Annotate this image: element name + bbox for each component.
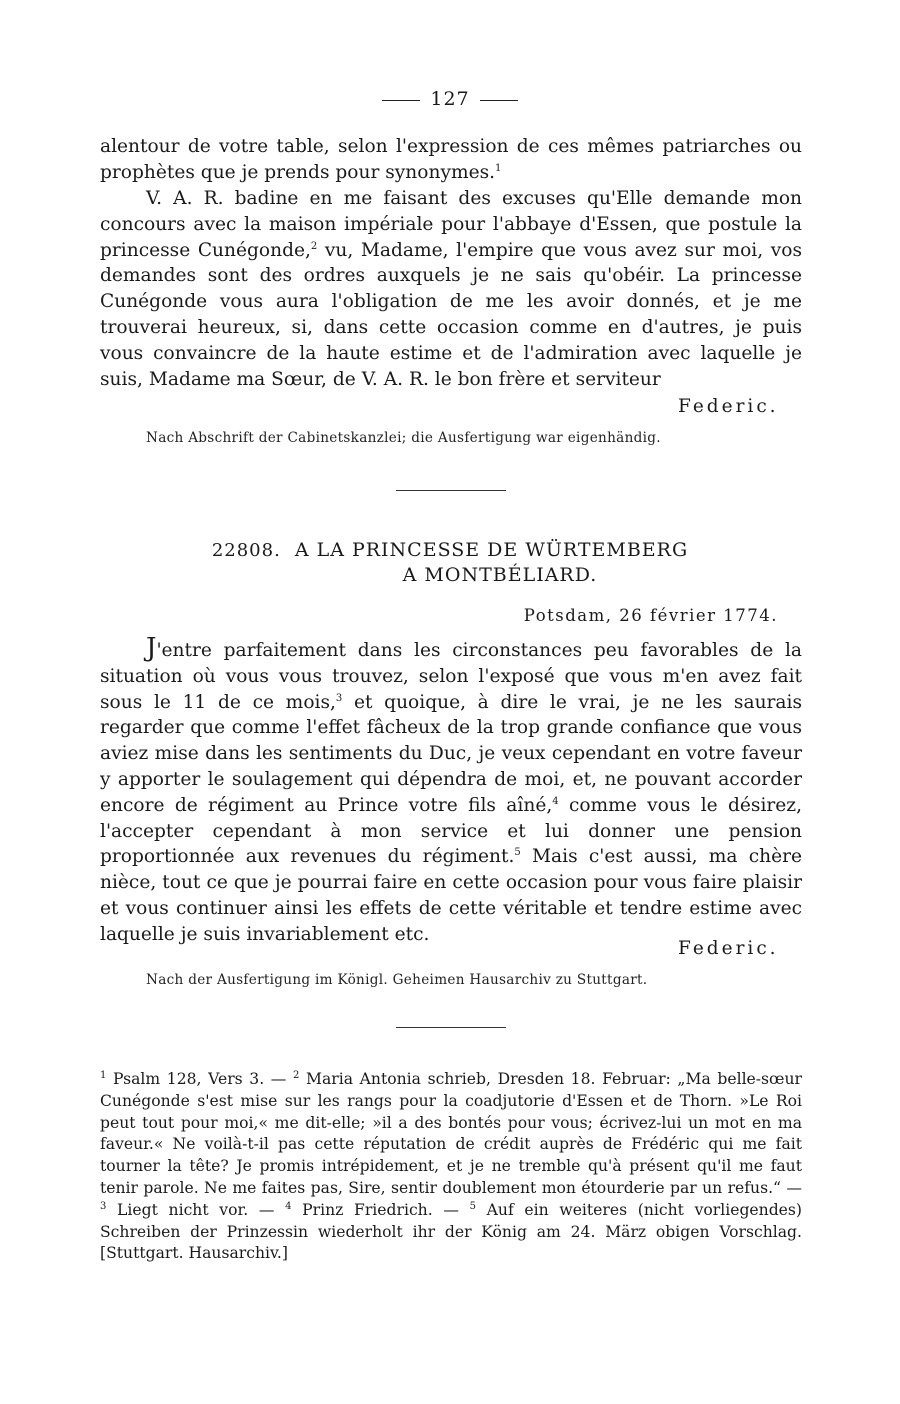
letter-number: 22808.	[211, 540, 281, 561]
letter-body-a: 'entre parfaitement dans les circonstances peu favorables de la situation où vous vous trouvez, selon l'exposé que vous m'en avez fait sous le 11 de ce mois,	[100, 640, 802, 713]
letter-dropcap: J	[146, 633, 157, 663]
footnote-ref-4: 4	[552, 795, 559, 807]
footnote-text-1: Psalm 128, Vers 3. —	[106, 1070, 294, 1088]
footnote-ref-5: 5	[514, 847, 521, 859]
letter-heading-line-1	[0, 538, 900, 563]
prev-letter-text-2b: vu, Madame, l'empire que vous avez sur moi, vos demandes sont des ordres auxquels je ne sais qu'obéir. La princesse Cunégonde vous aura l'obligation de me les avoir donnés, et je me trouverai heureux, si, dans cette occasion comme en d'autres, je puis vous convaincre de la haute estime et de l'admiration avec laquelle je suis, Madame ma Sœur, de V. A. R. le bon frère et serviteur	[100, 239, 802, 390]
footnote-num-4: 4	[285, 1200, 292, 1212]
letter-title-line-1: A LA PRINCESSE DE WÜRTEMBERG	[294, 539, 689, 561]
page-header	[0, 88, 900, 110]
letter-body	[100, 633, 803, 948]
footnote-text-5: Auf ein weiteres (nicht vorliegendes) Schreiben der Prinzessin wiederholt ihr der König am 24. März obigen Vorschlag. [Stuttgart. Hausarchiv.]	[100, 1200, 802, 1263]
footnote-ref-2: 2	[310, 240, 318, 252]
footnote-num-2: 2	[293, 1069, 300, 1081]
footnote-text-3: Liegt nicht vor. —	[106, 1200, 286, 1219]
header-dash-left	[382, 100, 420, 101]
footnote-num-5: 5	[469, 1200, 476, 1212]
footnote-ref-3: 3	[335, 692, 343, 704]
page-number: 127	[430, 88, 470, 110]
letter-heading-line-2	[0, 563, 900, 588]
section-divider-1	[396, 490, 506, 491]
prev-letter-signature: Federic.	[678, 396, 779, 417]
footnote-text-4: Prinz Friedrich. —	[291, 1200, 470, 1219]
footnotes	[100, 1069, 802, 1265]
letter-dateline: Potsdam, 26 février 1774.	[523, 606, 778, 625]
footnote-num-1: 1	[100, 1069, 107, 1081]
footnote-num-3: 3	[100, 1200, 107, 1212]
prev-letter-text-1: alentour de votre table, selon l'expression de ces mêmes patriarches ou prophètes que je prends pour synonymes.	[100, 136, 802, 183]
prev-letter-paragraph-2	[100, 186, 802, 392]
letter-signature: Federic.	[678, 938, 779, 959]
footnote-text-2: Maria Antonia schrieb, Dresden 18. Februar: „Ma belle-sœur Cunégonde s'est mise sur les rangs pour la coadjutorie d'Essen et de Thorn. »Le Roi peut tout pour moi,« me dit-elle; »il a des bontés pour vous; écrivez-lui un mot en ma faveur.« Ne voilà-t-il pas cette réputation de crédit auprès de Frédéric qui me fait tourner la tête? Je promis intrépidement, et je ne tremble qu'à présent qu'il me faut tenir parole. Ne me faites pas, Sire, sentir doublement mon étourderie par un refus.“ —	[100, 1070, 802, 1197]
letter-body-c: comme vous le désirez, l'accepter cependant à mon service et lui donner une pension proportionnée aux revenues du régiment.	[100, 794, 802, 868]
prev-letter-text-2a: V. A. R. badine en me faisant des excuses qu'Elle demande mon concours avec la maison impériale pour l'abbaye d'Essen, que postule la princesse Cunégonde,	[100, 188, 802, 261]
section-divider-2	[396, 1027, 506, 1028]
letter-body-d: Mais c'est aussi, ma chère nièce, tout ce que je pourrai faire en cette occasion pour vous faire plaisir et vous continuer ainsi les effets de cette véritable et tendre estime avec laquelle je suis invariablement etc.	[100, 846, 802, 945]
footnote-ref-1: 1	[495, 162, 502, 174]
letter-source-note: Nach der Ausfertigung im Königl. Geheimen Hausarchiv zu Stuttgart.	[146, 972, 648, 988]
letter-heading	[0, 538, 900, 588]
letter-body-b: et quoique, à dire le vrai, je ne les saurais regarder que comme l'effet fâcheux de la trop grande confiance que vous aviez mise dans les sentiments du Duc, je veux cependant en votre faveur y apporter le soulagement qui dépendra de moi, et, ne pouvant accorder encore de régiment au Prince votre fils aîné,	[100, 691, 803, 816]
header-dash-right	[480, 100, 518, 101]
prev-letter-source-note: Nach Abschrift der Cabinetskanzlei; die Ausfertigung war eigenhändig.	[146, 430, 661, 446]
prev-letter-paragraph-1	[100, 134, 802, 186]
letter-title-line-2: A MONTBÉLIARD.	[402, 564, 598, 586]
